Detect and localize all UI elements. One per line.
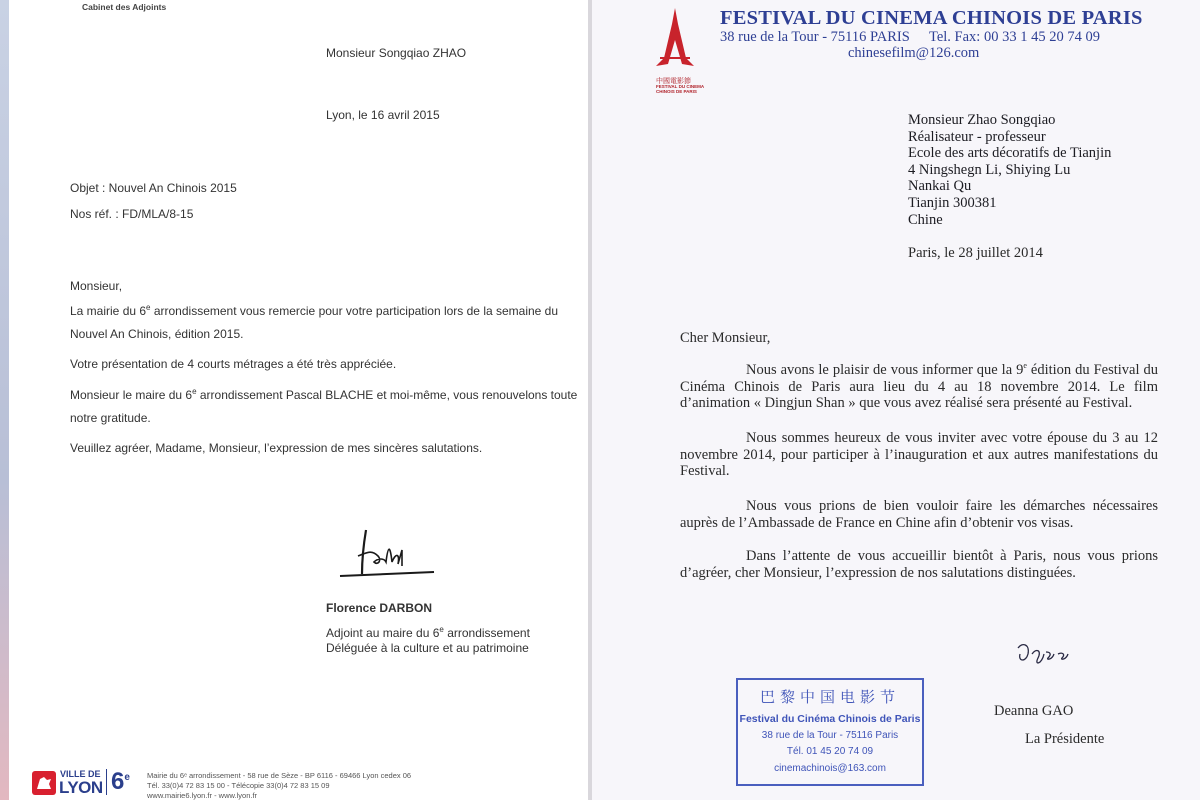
signer-title-2: Déléguée à la culture et au patrimoine — [326, 641, 529, 655]
paragraph-3-line-1: Monsieur le maire du 6e arrondissement Pascal BLACHE et moi-même, vous renouvelons toute — [70, 387, 578, 402]
stamp-address: 38 rue de la Tour - 75116 Paris — [761, 730, 899, 741]
festival-phone: Tel. Fax: 00 33 1 45 20 74 09 — [929, 29, 1100, 45]
logo-divider — [106, 769, 107, 795]
body-paragraph-1: Nous avons le plaisir de vous informer que la 9e édition du Festival du Cinéma Chinois de Paris aura lieu du 4 au 18 novembre 2014. Le film d’animation « Dingjun Shan » que vous avez réalisé sera présenté au Festival. — [680, 361, 1158, 412]
recipient: Monsieur Songqiao ZHAO — [326, 46, 467, 60]
signer-title-1: Adjoint au maire du 6e arrondissement — [326, 625, 530, 640]
body-paragraph-3: Nous vous prions de bien vouloir faire les démarches nécessaires auprès de l’Ambassade de France en Chine afin d’obtenir vos visas. — [680, 498, 1158, 531]
paragraph-1-line-1: La mairie du 6e arrondissement vous remercie pour votre participation lors de la semaine du — [70, 303, 559, 318]
paragraph-1-line-2: Nouvel An Chinois, édition 2015. — [70, 327, 244, 341]
footer-address: Mairie du 6ᵉ arrondissement - 58 rue de Sèze - BP 6116 - 69466 Lyon cedex 06 — [147, 771, 412, 780]
recipient-line: Nankai Qu — [908, 178, 972, 195]
logo-lyon: LYON — [59, 778, 103, 797]
place-date-paris: Paris, le 28 juillet 2014 — [908, 245, 1043, 261]
logo-chinese-script: 中國電影節 — [656, 77, 691, 85]
festival-title: FESTIVAL DU CINEMA CHINOIS DE PARIS — [720, 7, 1143, 29]
logo-caption-1: FESTIVAL DU CINEMA — [656, 84, 705, 89]
stamp-phone: Tél. 01 45 20 74 09 — [786, 746, 874, 757]
festival-email: chinesefilm@126.com — [848, 45, 980, 61]
paragraph-2: Votre présentation de 4 courts métrages a été très appréciée. — [70, 357, 397, 371]
festival-address: 38 rue de la Tour - 75116 PARIS — [720, 29, 910, 45]
page-edge-strip — [0, 0, 9, 800]
recipient-line: Réalisateur - professeur — [908, 128, 1046, 145]
recipient-line: Monsieur Zhao Songqiao — [908, 112, 1056, 128]
reference-line: Nos réf. : FD/MLA/8-15 — [70, 207, 194, 221]
recipient-line: Tianjin 300381 — [908, 194, 997, 211]
footer-websites: www.mairie6.lyon.fr - www.lyon.fr — [147, 791, 258, 800]
object-line: Objet : Nouvel An Chinois 2015 — [70, 181, 237, 195]
signature-gao — [1012, 640, 1082, 670]
logo-arrondissement: 6e — [111, 768, 130, 795]
body-paragraph-4: Dans l’attente de vous accueillir bientôt à Paris, nous vous prions d’agréer, cher Monsieur, l’expression de nos salutations distinguées. — [680, 548, 1158, 581]
stamp-chinese-name: 巴黎中国电影节 — [759, 689, 900, 706]
header-department: Cabinet des Adjoints — [82, 2, 167, 12]
closing-formula: Veuillez agréer, Madame, Monsieur, l’expression de mes sincères salutations. — [70, 441, 483, 455]
footer-phone: Tél. 33(0)4 72 83 15 00 - Télécopie 33(0)4 72 83 15 09 — [147, 781, 330, 790]
recipient-line: Ecole des arts décoratifs de Tianjin — [908, 145, 1112, 162]
body-paragraph-2: Nous sommes heureux de vous inviter avec votre épouse du 3 au 12 novembre 2014, pour participer à l’inauguration et aux autres manifestations du Festival. — [680, 430, 1158, 480]
place-date: Lyon, le 16 avril 2015 — [326, 108, 440, 122]
stamp-festival-name: Festival du Cinéma Chinois de Paris — [739, 713, 921, 725]
salutation-fr: Cher Monsieur, — [680, 330, 771, 346]
recipient-address — [908, 112, 1111, 228]
signature-darbon — [338, 522, 438, 582]
signer-name: Florence DARBON — [326, 601, 433, 615]
stamp-email: cinemachinois@163.com — [774, 763, 886, 774]
paragraph-3-line-2: notre gratitude. — [70, 411, 151, 425]
festival-stamp — [736, 678, 924, 786]
recipient-line: Chine — [908, 211, 943, 228]
recipient-line: 4 Ningshegn Li, Shiying Lu — [908, 161, 1071, 178]
logo-caption-2: CHINOIS DE PARIS — [656, 89, 697, 94]
salutation: Monsieur, — [70, 279, 123, 293]
lyon-letter — [0, 0, 588, 800]
signer-name-gao: Deanna GAO — [994, 703, 1074, 719]
logo-ville-de: VILLE DE — [60, 769, 101, 779]
lyon-lion-icon — [32, 771, 56, 795]
signer-title-president: La Présidente — [1025, 731, 1105, 747]
